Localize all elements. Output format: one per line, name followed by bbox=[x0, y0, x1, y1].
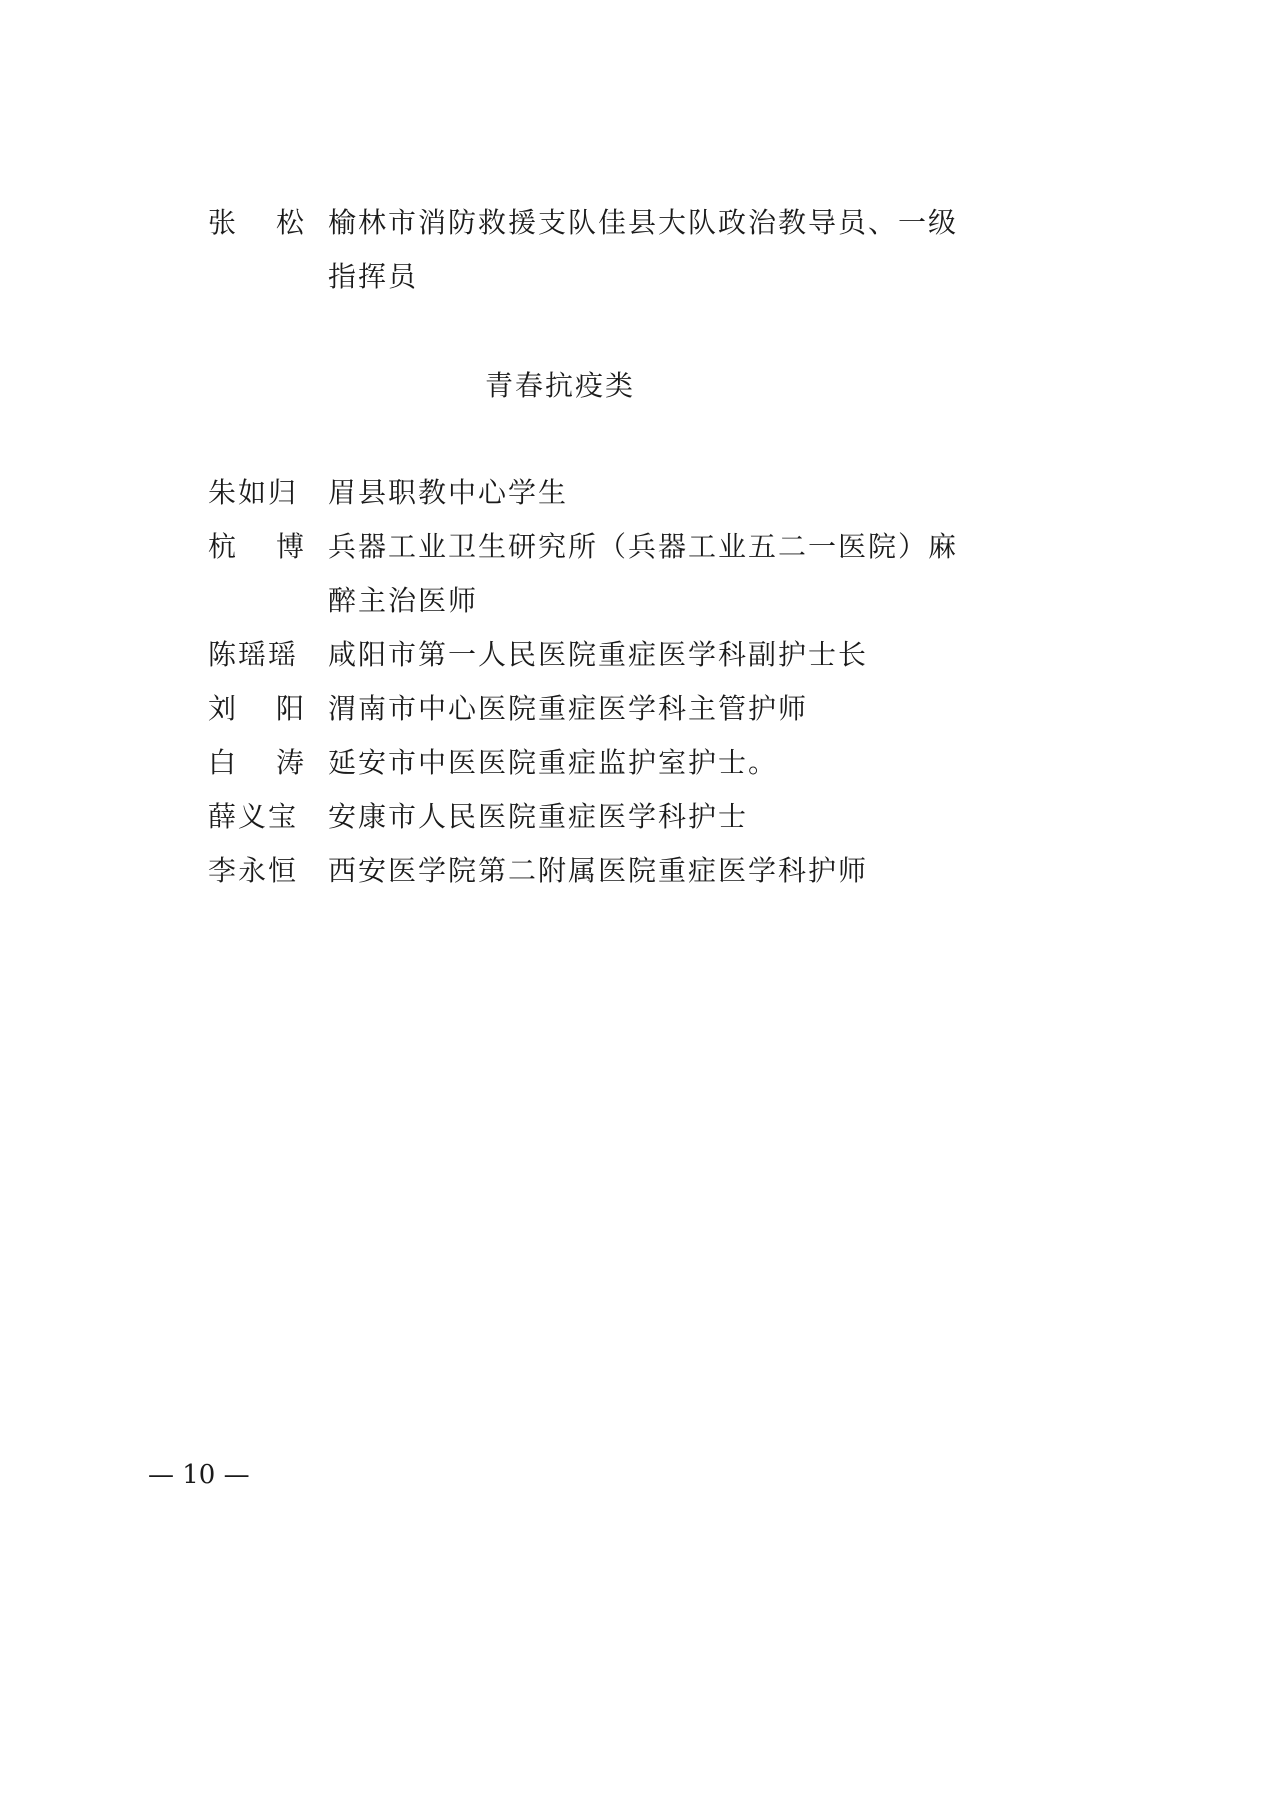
person-name: 陈瑶瑶 bbox=[208, 638, 299, 671]
name-part: 涛 bbox=[276, 746, 305, 779]
list-item bbox=[208, 196, 978, 304]
person-description: 渭南市中心医院重症医学科主管护师 bbox=[328, 692, 809, 725]
person-description: 榆林市消防救援支队佳县大队政治教导员、一级指挥员 bbox=[328, 206, 959, 293]
person-description: 延安市中医医院重症监护室护士。 bbox=[328, 746, 779, 779]
person-description: 安康市人民医院重症医学科护士 bbox=[328, 800, 749, 833]
person-description: 西安医学院第二附属医院重症医学科护师 bbox=[328, 854, 869, 887]
list-item bbox=[208, 628, 978, 682]
section-title: 青春抗疫类 bbox=[484, 369, 635, 402]
name-part: 松 bbox=[276, 206, 305, 239]
name-part: 刘 bbox=[208, 692, 237, 725]
list-item bbox=[208, 466, 978, 520]
list-item bbox=[208, 520, 978, 628]
person-description: 兵器工业卫生研究所（兵器工业五二一医院）麻醉主治医师 bbox=[328, 530, 959, 617]
list-item bbox=[208, 844, 978, 898]
name-part: 杭 bbox=[208, 530, 237, 563]
person-description: 咸阳市第一人民医院重症医学科副护士长 bbox=[328, 638, 869, 671]
person-name: 朱如归 bbox=[208, 476, 299, 509]
list-item bbox=[208, 682, 978, 736]
name-part: 张 bbox=[208, 206, 237, 239]
name-part: 白 bbox=[208, 746, 237, 779]
page-number: — 10 — bbox=[148, 1460, 250, 1490]
person-name bbox=[208, 736, 305, 790]
name-part: 博 bbox=[276, 530, 305, 563]
person-name: 薛义宝 bbox=[208, 800, 299, 833]
person-name bbox=[208, 196, 305, 250]
person-name: 李永恒 bbox=[208, 854, 299, 887]
list-item bbox=[208, 790, 978, 844]
name-part: 阳 bbox=[276, 692, 305, 725]
person-name bbox=[208, 682, 305, 736]
person-description: 眉县职教中心学生 bbox=[328, 476, 569, 509]
list-item bbox=[208, 736, 978, 790]
person-name bbox=[208, 520, 305, 574]
